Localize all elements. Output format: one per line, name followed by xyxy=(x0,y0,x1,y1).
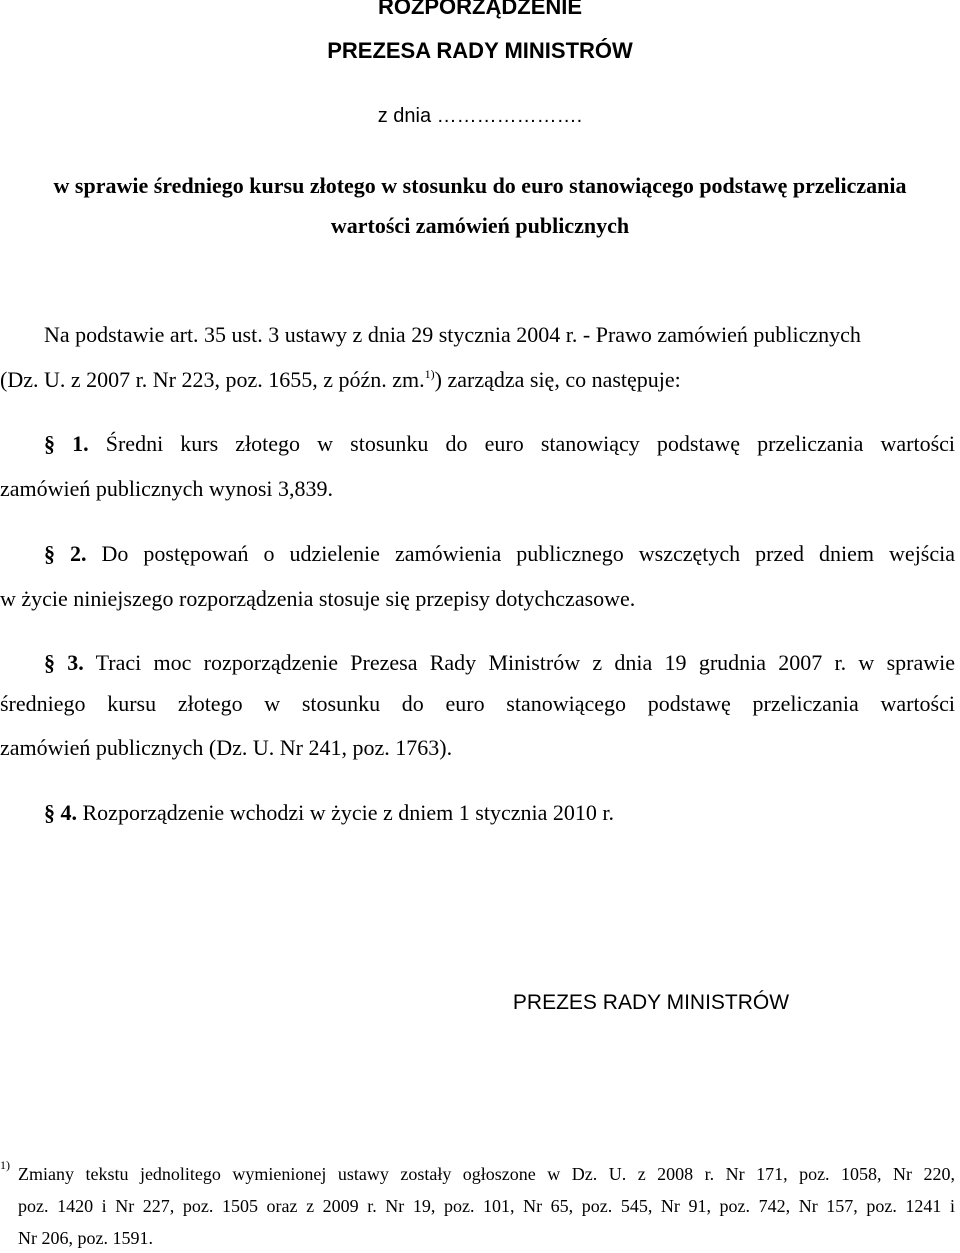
preamble-line1: Na podstawie art. 35 ust. 3 ustawy z dnia 29 stycznia 2004 r. - Prawo zamówień publicznych xyxy=(44,322,861,347)
paragraph-3-text: Traci moc rozporządzenie Prezesa Rady Ministrów z dnia 19 grudnia 2007 r. w sprawie xyxy=(95,650,955,675)
footnote-line3: Nr 206, poz. 1591. xyxy=(18,1228,153,1248)
paragraph-3-line1 xyxy=(44,650,955,676)
subject-line1: w sprawie średniego kursu złotego w stosunku do euro stanowiącego podstawę przeliczania xyxy=(53,173,907,198)
paragraph-1-line2: zamówień publicznych wynosi 3,839. xyxy=(0,476,333,501)
footnote-line2: poz. 1420 i Nr 227, poz. 1505 oraz z 2009 r. Nr 19, poz. 101, Nr 65, poz. 545, Nr 91, poz. 742, Nr 157, poz. 1241 i xyxy=(18,1196,955,1216)
paragraph-1-mark: § 1. xyxy=(44,431,89,456)
document-title-line2: PREZESA RADY MINISTRÓW xyxy=(327,38,633,63)
paragraph-3-line3: zamówień publicznych (Dz. U. Nr 241, poz. 1763). xyxy=(0,735,453,760)
paragraph-3-mark: § 3. xyxy=(44,650,84,675)
preamble-ending: ) zarządza się, co następuje: xyxy=(434,367,681,392)
signature: PREZES RADY MINISTRÓW xyxy=(512,991,790,1014)
paragraph-2-text: Do postępowań o udzielenie zamówienia publicznego wszczętych przed dniem wejścia xyxy=(101,541,956,566)
footnote-reference: 1) xyxy=(424,367,435,381)
document-title-line1: ROZPORZĄDZENIE xyxy=(377,0,583,19)
paragraph-2-line2: w życie niniejszego rozporządzenia stosuje się przepisy dotychczasowe. xyxy=(0,586,636,611)
preamble-line2 xyxy=(0,367,681,393)
preamble-text: (Dz. U. z 2007 r. Nr 223, poz. 1655, z późn. zm. xyxy=(0,367,425,392)
paragraph-1-text: Średni kurs złotego w stosunku do euro stanowiący podstawę przeliczania wartości xyxy=(105,431,956,456)
paragraph-4-text: Rozporządzenie wchodzi w życie z dniem 1 stycznia 2010 r. xyxy=(82,800,614,825)
paragraph-1-line1 xyxy=(44,431,955,457)
paragraph-3-line2: średniego kursu złotego w stosunku do euro stanowiącego podstawę przeliczania wartości xyxy=(0,691,955,716)
subject-line2: wartości zamówień publicznych xyxy=(330,213,630,238)
footnote-line1: Zmiany tekstu jednolitego wymienionej ustawy zostały ogłoszone w Dz. U. z 2008 r. Nr 171, poz. 1058, Nr 220, xyxy=(18,1164,955,1184)
paragraph-2-line1 xyxy=(44,541,955,567)
footnote-mark: 1) xyxy=(0,1158,10,1172)
paragraph-4-mark: § 4. xyxy=(44,800,77,825)
paragraph-2-mark: § 2. xyxy=(44,541,87,566)
document-date: z dnia …………………. xyxy=(377,105,583,127)
paragraph-4-line1 xyxy=(44,800,614,826)
